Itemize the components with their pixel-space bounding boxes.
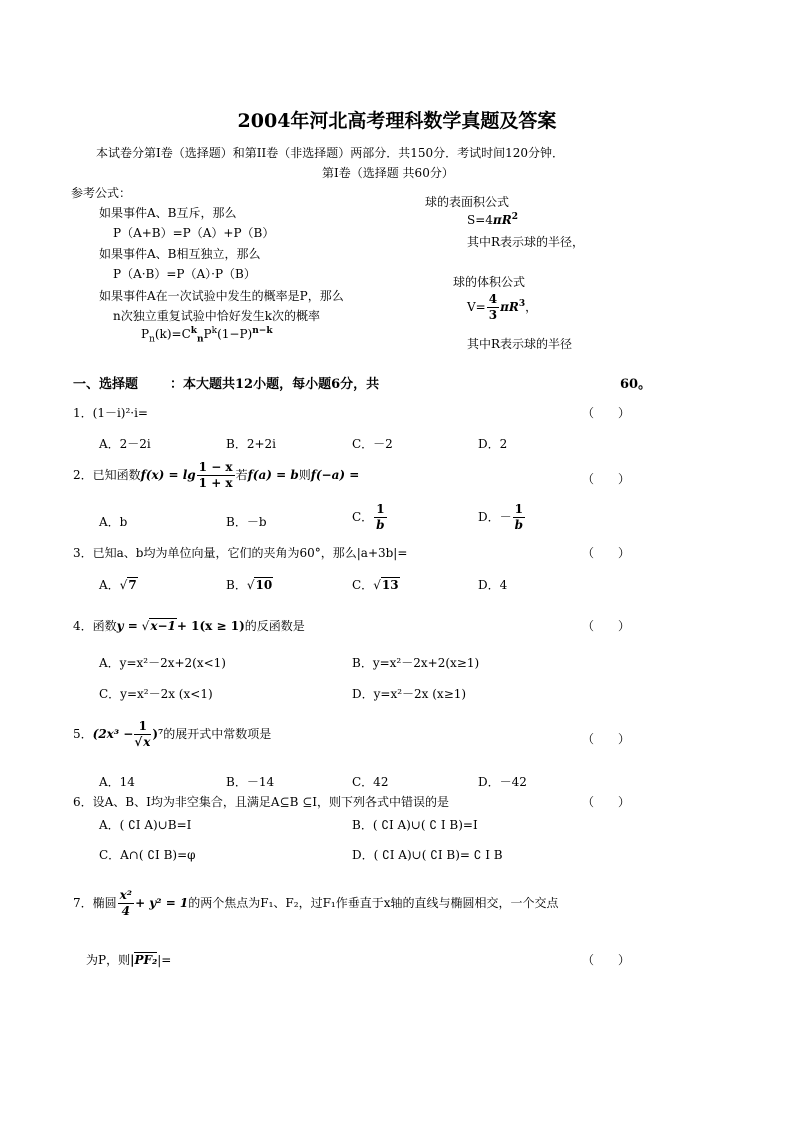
question-2-stem: 2．已知函数f(x) = lg $\frac{1 - x}{1 + x}$ 若f(a) = b则f(−a) = (73, 460, 360, 490)
q5-option-a: A．14 (99, 775, 135, 789)
answer-blank: （ ） (582, 953, 631, 967)
answer-blank: （ ） (582, 732, 631, 746)
answer-blank: （ ） (582, 619, 631, 633)
q5-option-d: D．－42 (478, 775, 527, 789)
q5-option-b: B．－14 (226, 775, 275, 789)
formula-bernoulli: $P_n(k)=C^k_nP^k(1-P)^{n-k}$ (141, 326, 273, 345)
q4-option-d: D．y=x²－2x (x≥1) (352, 687, 467, 701)
q1-option-b: B．2+2i (226, 437, 276, 451)
q6-option-b: B．( ∁I A)∪( ∁ I B)=I (352, 818, 478, 832)
question-7-stem-line2: 为P，则|PF₂|= (86, 953, 172, 967)
q4-option-b: B．y=x²－2x+2(x≥1) (352, 656, 480, 670)
q5-option-c: C．42 (352, 775, 389, 789)
question-7-stem: 7．椭圆 $\frac{\text{x²}}{4}$ + y² = 1的两个焦点为F₁、F₂，过F₁作垂直于x轴的直线与椭圆相交，一个交点 (73, 888, 559, 918)
section-total: 60。 (620, 377, 652, 392)
q6-option-a: A．( ∁I A)∪B=I (99, 818, 192, 832)
q1-option-d: D．2 (478, 437, 508, 451)
q4-option-c: C．y=x²－2x (x<1) (99, 687, 213, 701)
page-title: 2004年河北高考理科数学真题及答案 (237, 110, 557, 132)
question-4-stem: 4．函数y = √x−1+ 1(x ≥ 1)的反函数是 (73, 619, 305, 633)
sphere-area-note: 其中R表示球的半径， (467, 235, 585, 249)
formula-exclusive: P（A+B）=P（A）+P（B） (113, 226, 275, 240)
sphere-volume-label: 球的体积公式 (453, 275, 526, 289)
answer-blank: （ ） (582, 546, 631, 560)
sphere-volume-formula: V= $\frac{4}{3}$ $\pi R^3$， (467, 292, 538, 322)
question-6-stem: 6．设A、B、I均为非空集合，且满足A⊆B ⊆I，则下列各式中错误的是 (73, 795, 450, 809)
sphere-area-formula: $S=4\pi R^2$ (467, 212, 518, 227)
q1-option-c: C．－2 (352, 437, 393, 451)
answer-blank: （ ） (582, 472, 631, 486)
question-5-stem: 5．(2x³ − $\frac{1}{√x}$ )⁷的展开式中常数项是 (73, 719, 272, 749)
q2-option-b: B．－b (226, 515, 267, 529)
sphere-volume-note: 其中R表示球的半径 (467, 337, 573, 351)
section-heading: 一、选择题 (73, 377, 139, 392)
question-3-stem: 3．已知a、b均为单位向量，它们的夹角为60°，那么|a+3b|= (73, 546, 408, 560)
q1-option-a: A．2－2i (99, 437, 151, 451)
sphere-area-label: 球的表面积公式 (425, 195, 510, 209)
q2-option-a: A．b (99, 515, 128, 529)
answer-blank: （ ） (582, 406, 631, 420)
q4-option-a: A．y=x²－2x+2(x<1) (99, 656, 226, 670)
formula-independent-label: 如果事件A、B相互独立，那么 (99, 247, 261, 261)
part-one-heading: 第Ⅰ卷（选择题 共60分） (322, 166, 454, 180)
q3-option-a: A．√7 (99, 578, 137, 592)
q6-option-c: C．A∩( ∁I B)=φ (99, 848, 196, 862)
q6-option-d: D．( ∁I A)∪( ∁I B)= ∁ I B (352, 848, 503, 862)
formula-bernoulli-label: 如果事件A在一次试验中发生的概率是P，那么 (99, 289, 344, 303)
formula-bernoulli-desc: n次独立重复试验中恰好发生k次的概率 (113, 309, 321, 323)
q2-option-d: D．－ $\frac{1}{b}$ (478, 502, 523, 532)
formulas-heading: 参考公式： (71, 186, 132, 200)
answer-blank: （ ） (582, 795, 631, 809)
formula-independent: P（A·B）=P（A）·P（B） (113, 267, 256, 281)
q2-option-c: C． $\frac{1}{b}$ (352, 502, 385, 532)
question-1-stem: 1．(1－i)²·i= (73, 406, 148, 420)
q3-option-d: D．4 (478, 578, 508, 592)
q3-option-c: C．√13 (352, 578, 399, 592)
section-description: ：本大题共12小题，每小题6分，共 (170, 377, 380, 392)
intro-line: 本试卷分第Ⅰ卷（选择题）和第II卷（非选择题）两部分．共150分．考试时间120分钟． (96, 146, 565, 160)
formula-exclusive-label: 如果事件A、B互斥，那么 (99, 206, 237, 220)
q3-option-b: B．√10 (226, 578, 273, 592)
